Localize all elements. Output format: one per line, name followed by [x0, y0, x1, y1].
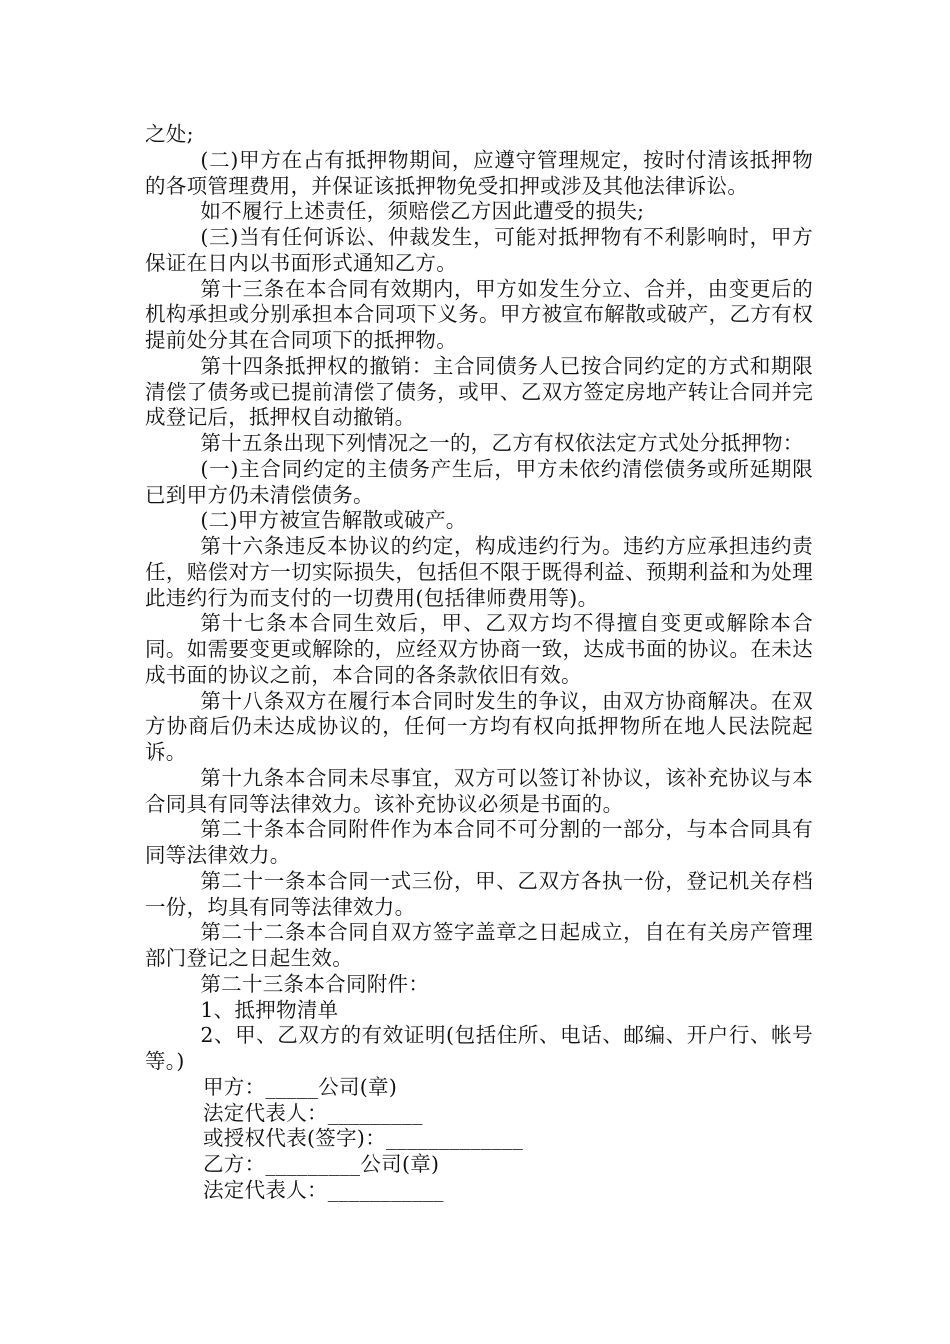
paragraph: 如不履行上述责任，须赔偿乙方因此遭受的损失;	[200, 199, 645, 224]
article-18: 第十八条双方在履行本合同时发生的争议，由双方协商解决。在双方协商后仍未达成协议的，任何一方均有权向抵押物所在地人民法院起诉。	[145, 688, 813, 764]
legal-representative-line: 法定代表人：___________	[203, 1177, 444, 1202]
article-14: 第十四条抵押权的撤销：主合同债务人已按合同约定的方式和期限清偿了债务或已提前清偿了债务，或甲、乙双方签定房地产转让合同并完成登记后，抵押权自动撤销。	[145, 353, 813, 430]
attachment-item: 1、抵押物清单	[200, 997, 339, 1022]
attachment-item: 2、甲、乙双方的有效证明(包括住所、电话、邮编、开户行、帐号等。)	[145, 1023, 813, 1073]
contract-body	[145, 122, 813, 1204]
article-16: 第十六条违反本协议的约定，构成违约行为。违约方应承担违约责任，赔偿对方一切实际损失，包括但不限于既得利益、预期利益和为处理此违约行为而支付的一切费用(包括律师费用等)。	[145, 534, 813, 610]
authorized-representative-line: 或授权代表(签字)：_____________	[203, 1126, 524, 1151]
article-20: 第二十条本合同附件作为本合同不可分割的一部分，与本合同具有同等法律效力。	[145, 817, 813, 867]
paragraph: (一)主合同约定的主债务产生后，甲方未依约清偿债务或所延期限已到甲方仍未清偿债务。	[145, 456, 813, 507]
paragraph: (三)当有任何诉讼、仲裁发生，可能对抵押物有不利影响时，甲方保证在日内以书面形式通知乙方。	[145, 225, 813, 275]
paragraph: (二)甲方在占有抵押物期间，应遵守管理规定，按时付清该抵押物的各项管理费用，并保证该抵押物免受扣押或涉及其他法律诉讼。	[145, 147, 813, 198]
article-21: 第二十一条本合同一式三份，甲、乙双方各执一份，登记机关存档一份，均具有同等法律效力。	[145, 868, 813, 919]
legal-representative-line: 法定代表人：_________	[203, 1100, 423, 1125]
article-19: 第十九条本合同未尽事宜，双方可以签订补协议，该补充协议与本合同具有同等法律效力。该补充协议必须是书面的。	[145, 765, 813, 816]
article-15: 第十五条出现下列情况之一的，乙方有权依法定方式处分抵押物：	[200, 431, 804, 455]
paragraph: (二)甲方被宣告解散或破产。	[200, 508, 467, 533]
paragraph: 之处;	[145, 122, 194, 146]
article-13: 第十三条在本合同有效期内，甲方如发生分立、合并，由变更后的机构承担或分别承担本合同项下义务。甲方被宣布解散或破产，乙方有权提前处分其在合同项下的抵押物。	[145, 276, 813, 352]
article-22: 第二十二条本合同自双方签字盖章之日起成立，自在有关房产管理部门登记之日起生效。	[145, 920, 813, 970]
article-17: 第十七条本合同生效后，甲、乙双方均不得擅自变更或解除本合同。如需要变更或解除的，应经双方协商一致，达成书面的协议。在未达成书面的协议之前，本合同的各条款依旧有效。	[145, 611, 813, 687]
party-b-signature-line: 乙方：_________公司(章)	[203, 1152, 440, 1176]
party-a-signature-line: 甲方：_____公司(章)	[203, 1074, 398, 1099]
article-23: 第二十三条本合同附件：	[200, 971, 430, 996]
